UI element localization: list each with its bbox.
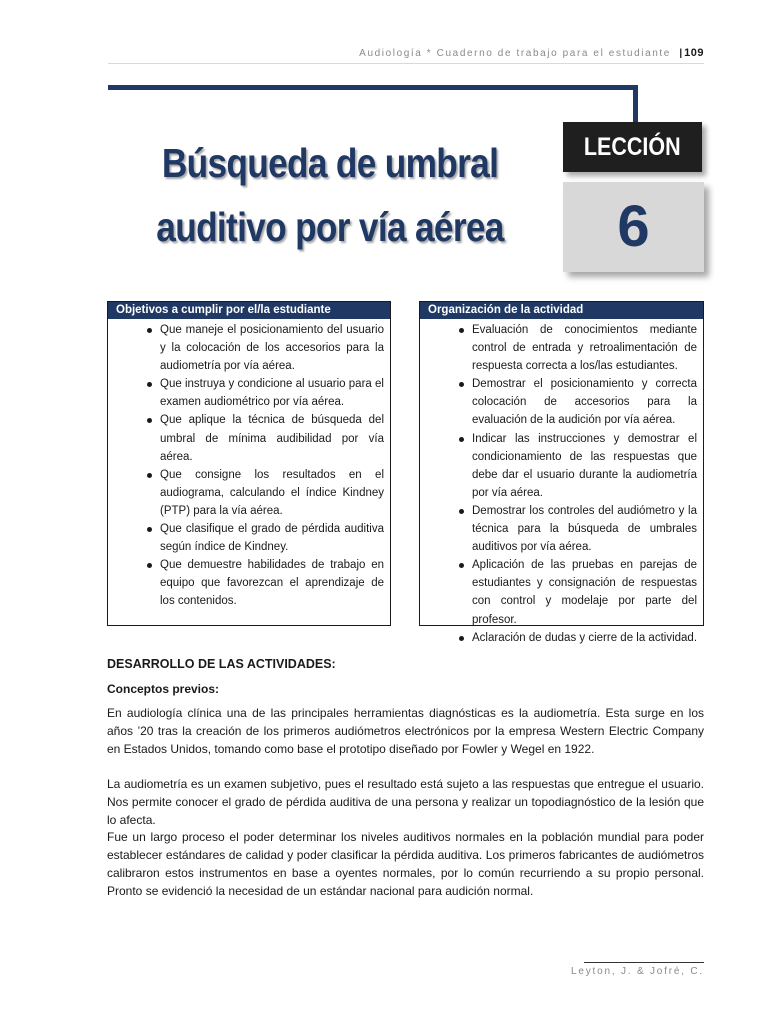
title-rule-horizontal xyxy=(108,85,638,90)
lesson-number: 6 xyxy=(617,194,650,259)
lesson-title-line-2: auditivo por vía aérea xyxy=(156,204,504,250)
body-paragraph-2: La audiometría es un examen subjetivo, pues el resultado está sujeto a las respuestas que entregue el usuario. Nos permite conocer el grado de pérdida auditiva de una persona y realizar un topodiagnóstico de la lesión que lo afecta. xyxy=(107,777,704,827)
organization-panel xyxy=(419,301,704,644)
objectives-heading: Objetivos a cumplir por el/la estudiante xyxy=(108,302,390,319)
organization-item: Demostrar el posicionamiento y correcta colocación de accesorios para la evaluación de la audición por vía aérea. xyxy=(426,375,697,429)
lesson-title xyxy=(141,131,519,259)
subsection-heading: Conceptos previos: xyxy=(107,682,220,696)
objectives-panel xyxy=(107,301,391,626)
title-rule-vertical xyxy=(633,85,638,125)
lesson-label: LECCIÓN xyxy=(584,133,681,161)
objectives-list xyxy=(108,319,390,611)
organization-item: Aplicación de las pruebas en parejas de estudiantes y consignación de respuestas con control y modelaje por parte del profesor. xyxy=(426,556,697,628)
section-heading: DESARROLLO DE LAS ACTIVIDADES: xyxy=(107,657,336,671)
objective-item: Que demuestre habilidades de trabajo en equipo que favorezcan el aprendizaje de los contenidos. xyxy=(114,556,384,610)
body-paragraph-1: En audiología clínica una de las principales herramientas diagnósticas es la audiometría. Esta surge en los años ’20 tras la creación de los primeros audiómetros electrónicos por la empresa Western Electric Company en Estados Unidos, tomando como base el prototipo diseñado por Fowler y Wegel en 1922. xyxy=(107,706,704,756)
footer-authors: Leyton, J. & Jofré, C. xyxy=(571,966,704,977)
page-number: 109 xyxy=(684,47,704,59)
lesson-number-box xyxy=(563,182,704,272)
objective-item: Que consigne los resultados en el audiograma, calculando el índice Kindney (PTP) para la vía aérea. xyxy=(114,466,384,520)
lesson-label-box xyxy=(563,122,702,172)
organization-list xyxy=(420,319,703,647)
organization-item: Evaluación de conocimientos mediante control de entrada y retroalimentación de respuesta correcta a los/las estudiantes. xyxy=(426,321,697,375)
organization-heading: Organización de la actividad xyxy=(420,302,703,319)
lesson-title-line-1: Búsqueda de umbral xyxy=(161,140,499,186)
objective-item: Que aplique la técnica de búsqueda del umbral de mínima audibilidad por vía aérea. xyxy=(114,411,384,465)
running-header xyxy=(108,47,704,64)
footer-rule xyxy=(584,962,704,963)
running-title: Audiología * Cuaderno de trabajo para el estudiante xyxy=(359,48,671,59)
organization-item: Demostrar los controles del audiómetro y la técnica para la búsqueda de umbrales auditivos por vía aérea. xyxy=(426,502,697,556)
objective-item: Que maneje el posicionamiento del usuario y la colocación de los accesorios para la audiometría por vía aérea. xyxy=(114,321,384,375)
objective-item: Que instruya y condicione al usuario para el examen audiométrico por vía aérea. xyxy=(114,375,384,411)
objective-item: Que clasifique el grado de pérdida auditiva según índice de Kindney. xyxy=(114,520,384,556)
header-separator: | xyxy=(679,48,683,59)
organization-item: Aclaración de dudas y cierre de la actividad. xyxy=(426,629,697,647)
organization-item: Indicar las instrucciones y demostrar el condicionamiento de las respuestas que debe dar el usuario durante la audiometría por vía aérea. xyxy=(426,430,697,502)
body-paragraph-3: Fue un largo proceso el poder determinar los niveles auditivos normales en la población mundial para poder establecer estándares de calidad y poder clasificar la pérdida auditiva. Los primeros fabricantes de audiómetros calibraron estos instrumentos en base a oyentes normales, por lo común recurriendo a su propio personal. Pronto se evidenció la necesidad de un estándar nacional para audición normal. xyxy=(107,830,704,898)
